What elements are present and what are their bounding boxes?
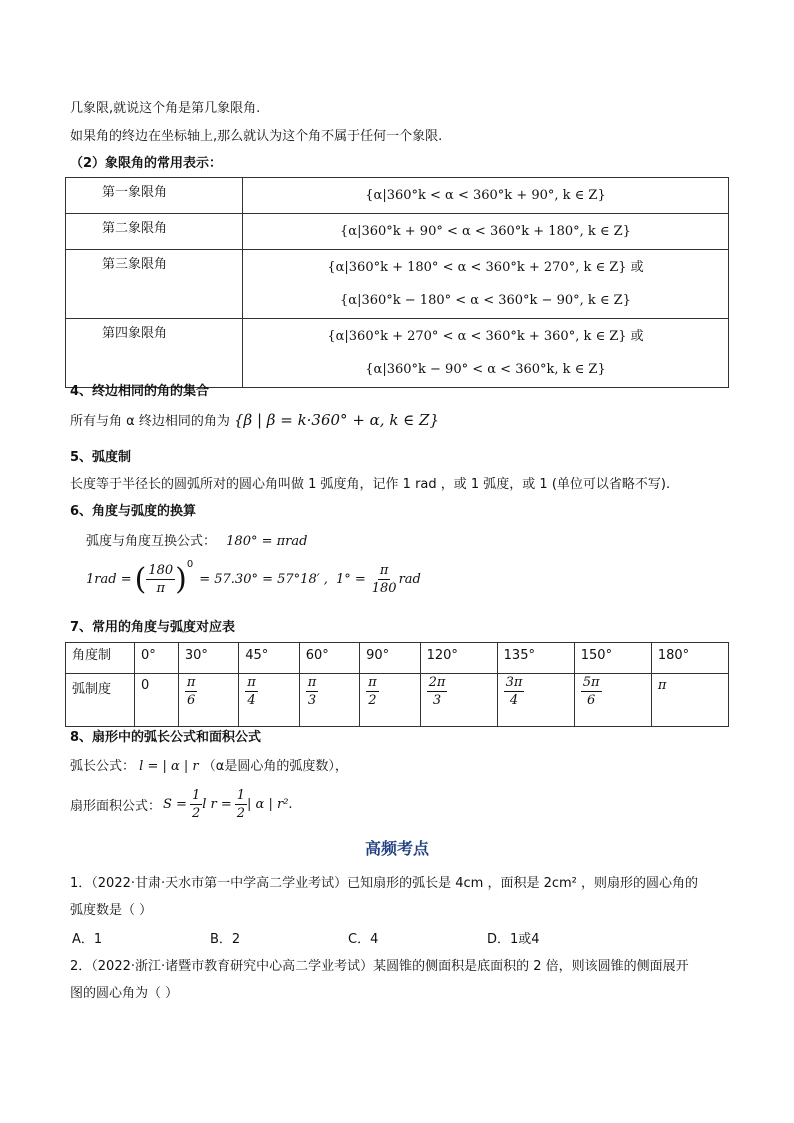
radian-fraction xyxy=(427,674,448,709)
arc-formula: l = | α | r xyxy=(139,759,199,774)
degree-row-label: 角度制 xyxy=(66,643,135,674)
frac-num: π xyxy=(368,675,377,690)
area-end: | α | r². xyxy=(247,796,293,812)
right-paren: ) xyxy=(175,561,187,597)
quadrant-row-3 xyxy=(66,250,729,319)
frac-num: π xyxy=(307,675,317,690)
degree-row xyxy=(66,643,729,674)
degree-radian-table xyxy=(65,642,729,727)
radian-plain: 0 xyxy=(141,678,150,693)
section-4-heading: 4、终边相同的角的集合 xyxy=(70,384,210,399)
section-7-heading: 7、常用的角度与弧度对应表 xyxy=(70,620,236,635)
degree-cell: 180° xyxy=(651,643,728,674)
quadrant-label-2: 第二象限角 xyxy=(66,214,243,250)
quadrant-formula: {α|360°k + 90° < α < 360°k + 180°, k ∈ Z} xyxy=(340,224,631,239)
area-s: S = xyxy=(163,796,187,812)
fraction-180-over-pi xyxy=(146,562,175,597)
radian-cell xyxy=(239,674,299,727)
frac-den: 3 xyxy=(307,693,317,708)
rad-rhs: = 57.30° = 57°18′ , xyxy=(199,571,328,587)
question-2-line-1: 2．（2022·浙江·诸暨市教育研究中心高二学业考试）某圆锥的侧面积是底面积的 2 倍，则该圆锥的侧面展开 xyxy=(70,959,689,974)
frac-den: 3 xyxy=(432,693,442,708)
deg-unit: rad xyxy=(398,571,421,587)
degree-cell: 120° xyxy=(420,643,497,674)
radian-cell xyxy=(651,674,728,727)
fraction-pi-over-180 xyxy=(370,562,399,597)
question-1-line-2: 弧度数是（ ） xyxy=(70,903,153,918)
section-4-label: 所有与角 α 终边相同的角为 xyxy=(70,414,230,429)
frac-num: 1 xyxy=(236,787,246,803)
frac-num: 3π xyxy=(505,675,523,690)
frac-den: 6 xyxy=(587,693,596,708)
conversion-label: 弧度与角度互换公式： xyxy=(86,534,217,549)
frac-num: 1 xyxy=(191,787,201,803)
degree-cell: 60° xyxy=(299,643,359,674)
section-6-heading: 6、角度与弧度的换算 xyxy=(70,504,197,519)
quadrant-row-2 xyxy=(66,214,729,250)
quadrant-label-4: 第四象限角 xyxy=(66,319,243,388)
frac-num: 5π xyxy=(582,675,600,690)
radian-cell xyxy=(178,674,238,727)
degree-cell: 0° xyxy=(135,643,179,674)
frac-den: 4 xyxy=(247,693,256,708)
quadrant-label-1: 第一象限角 xyxy=(66,178,243,214)
quadrant-value-4 xyxy=(243,319,729,388)
deg-lhs: 1° = xyxy=(335,571,366,587)
arc-note: （α是圆心角的弧度数）， xyxy=(202,759,348,774)
radian-fraction xyxy=(504,674,525,709)
same-terminal-formula: {β | β = k·360° + α, k ∈ Z} xyxy=(233,411,440,429)
radian-row-label: 弧制度 xyxy=(66,674,135,727)
sector-area-line xyxy=(70,784,293,824)
radian-fraction xyxy=(245,674,258,709)
degree-cell: 30° xyxy=(178,643,238,674)
quadrant-formula: {α|360°k + 270° < α < 360°k + 360°, k ∈ Z} 或 xyxy=(327,329,644,344)
radian-row xyxy=(66,674,729,727)
frac-num: π xyxy=(186,675,196,690)
question-1-line-1: 1．（2022·甘肃·天水市第一中学高二学业考试）已知扇形的弧长是 4cm ，面积是 2cm² ，则扇形的圆心角的 xyxy=(70,876,699,891)
degree-cell: 135° xyxy=(497,643,574,674)
high-frequency-title: 高频考点 xyxy=(364,839,429,858)
option-d: D．1或4 xyxy=(487,932,540,947)
rad-lhs: 1rad = xyxy=(86,571,132,587)
frac-den: π xyxy=(156,580,165,596)
arc-length-line xyxy=(70,755,348,774)
quadrant-formula: {α|360°k + 180° < α < 360°k + 270°, k ∈ Z} 或 xyxy=(327,260,644,275)
radian-cell xyxy=(299,674,359,727)
frac-num: 180 xyxy=(148,562,174,578)
section-8-heading: 8、扇形中的弧长公式和面积公式 xyxy=(70,730,262,745)
degree-cell: 150° xyxy=(574,643,651,674)
quadrant-label-3: 第三象限角 xyxy=(66,250,243,319)
area-mid: l r = xyxy=(202,796,232,812)
left-paren: ( xyxy=(134,561,147,597)
arc-label: 弧长公式： xyxy=(70,759,136,774)
radian-cell xyxy=(574,674,651,727)
radian-cell xyxy=(420,674,497,727)
quadrant-formula: {α|360°k < α < 360°k + 90°, k ∈ Z} xyxy=(365,188,606,203)
radian-fraction xyxy=(185,674,198,709)
exponent: 0 xyxy=(186,559,194,570)
option-c: C．4 xyxy=(348,932,379,947)
quadrant-value-2 xyxy=(243,214,729,250)
quadrant-formula: {α|360°k − 90° < α < 360°k, k ∈ Z} xyxy=(365,362,606,377)
quadrant-row-1 xyxy=(66,178,729,214)
radian-cell xyxy=(135,674,179,727)
rad-degree-line xyxy=(86,557,421,601)
section-5-text: 长度等于半径长的圆弧所对的圆心角叫做 1 弧度角，记作 1 rad ，或 1 弧度，或 1 (单位可以省略不写). xyxy=(70,477,671,492)
area-label: 扇形面积公式： xyxy=(70,798,162,814)
half-fraction xyxy=(235,787,247,822)
half-fraction xyxy=(190,787,202,822)
option-b: B．2 xyxy=(210,932,241,947)
radian-cell xyxy=(497,674,574,727)
intro-line-2: 如果角的终边在坐标轴上,那么就认为这个角不属于任何一个象限. xyxy=(70,129,443,144)
radian-plain: π xyxy=(657,678,667,693)
quadrant-value-1 xyxy=(243,178,729,214)
quadrant-table xyxy=(65,177,729,388)
quadrant-heading: （2）象限角的常用表示： xyxy=(70,156,223,171)
frac-den: 2 xyxy=(236,805,246,821)
radian-cell xyxy=(360,674,420,727)
question-2-line-2: 图的圆心角为（ ） xyxy=(70,986,179,1001)
section-4-text xyxy=(70,410,439,429)
intro-line-1: 几象限,就说这个角是第几象限角. xyxy=(70,101,261,116)
quadrant-row-4 xyxy=(66,319,729,388)
frac-den: 2 xyxy=(368,693,377,708)
frac-num: π xyxy=(379,562,389,578)
frac-den: 6 xyxy=(186,693,196,708)
radian-fraction xyxy=(306,674,319,709)
section-5-heading: 5、弧度制 xyxy=(70,450,132,465)
degree-cell: 45° xyxy=(239,643,299,674)
frac-den: 2 xyxy=(191,805,201,821)
quadrant-formula: {α|360°k − 180° < α < 360°k − 90°, k ∈ Z} xyxy=(340,293,631,308)
radian-fraction xyxy=(581,674,602,709)
option-a: A．1 xyxy=(72,932,103,947)
frac-den: 180 xyxy=(371,580,397,596)
radian-fraction xyxy=(366,674,379,709)
frac-num: π xyxy=(247,675,256,690)
frac-den: 4 xyxy=(509,693,519,708)
conversion-line xyxy=(86,530,307,549)
frac-num: 2π xyxy=(428,675,446,690)
conversion-formula: 180° = πrad xyxy=(226,534,308,549)
quadrant-value-3 xyxy=(243,250,729,319)
degree-cell: 90° xyxy=(360,643,420,674)
